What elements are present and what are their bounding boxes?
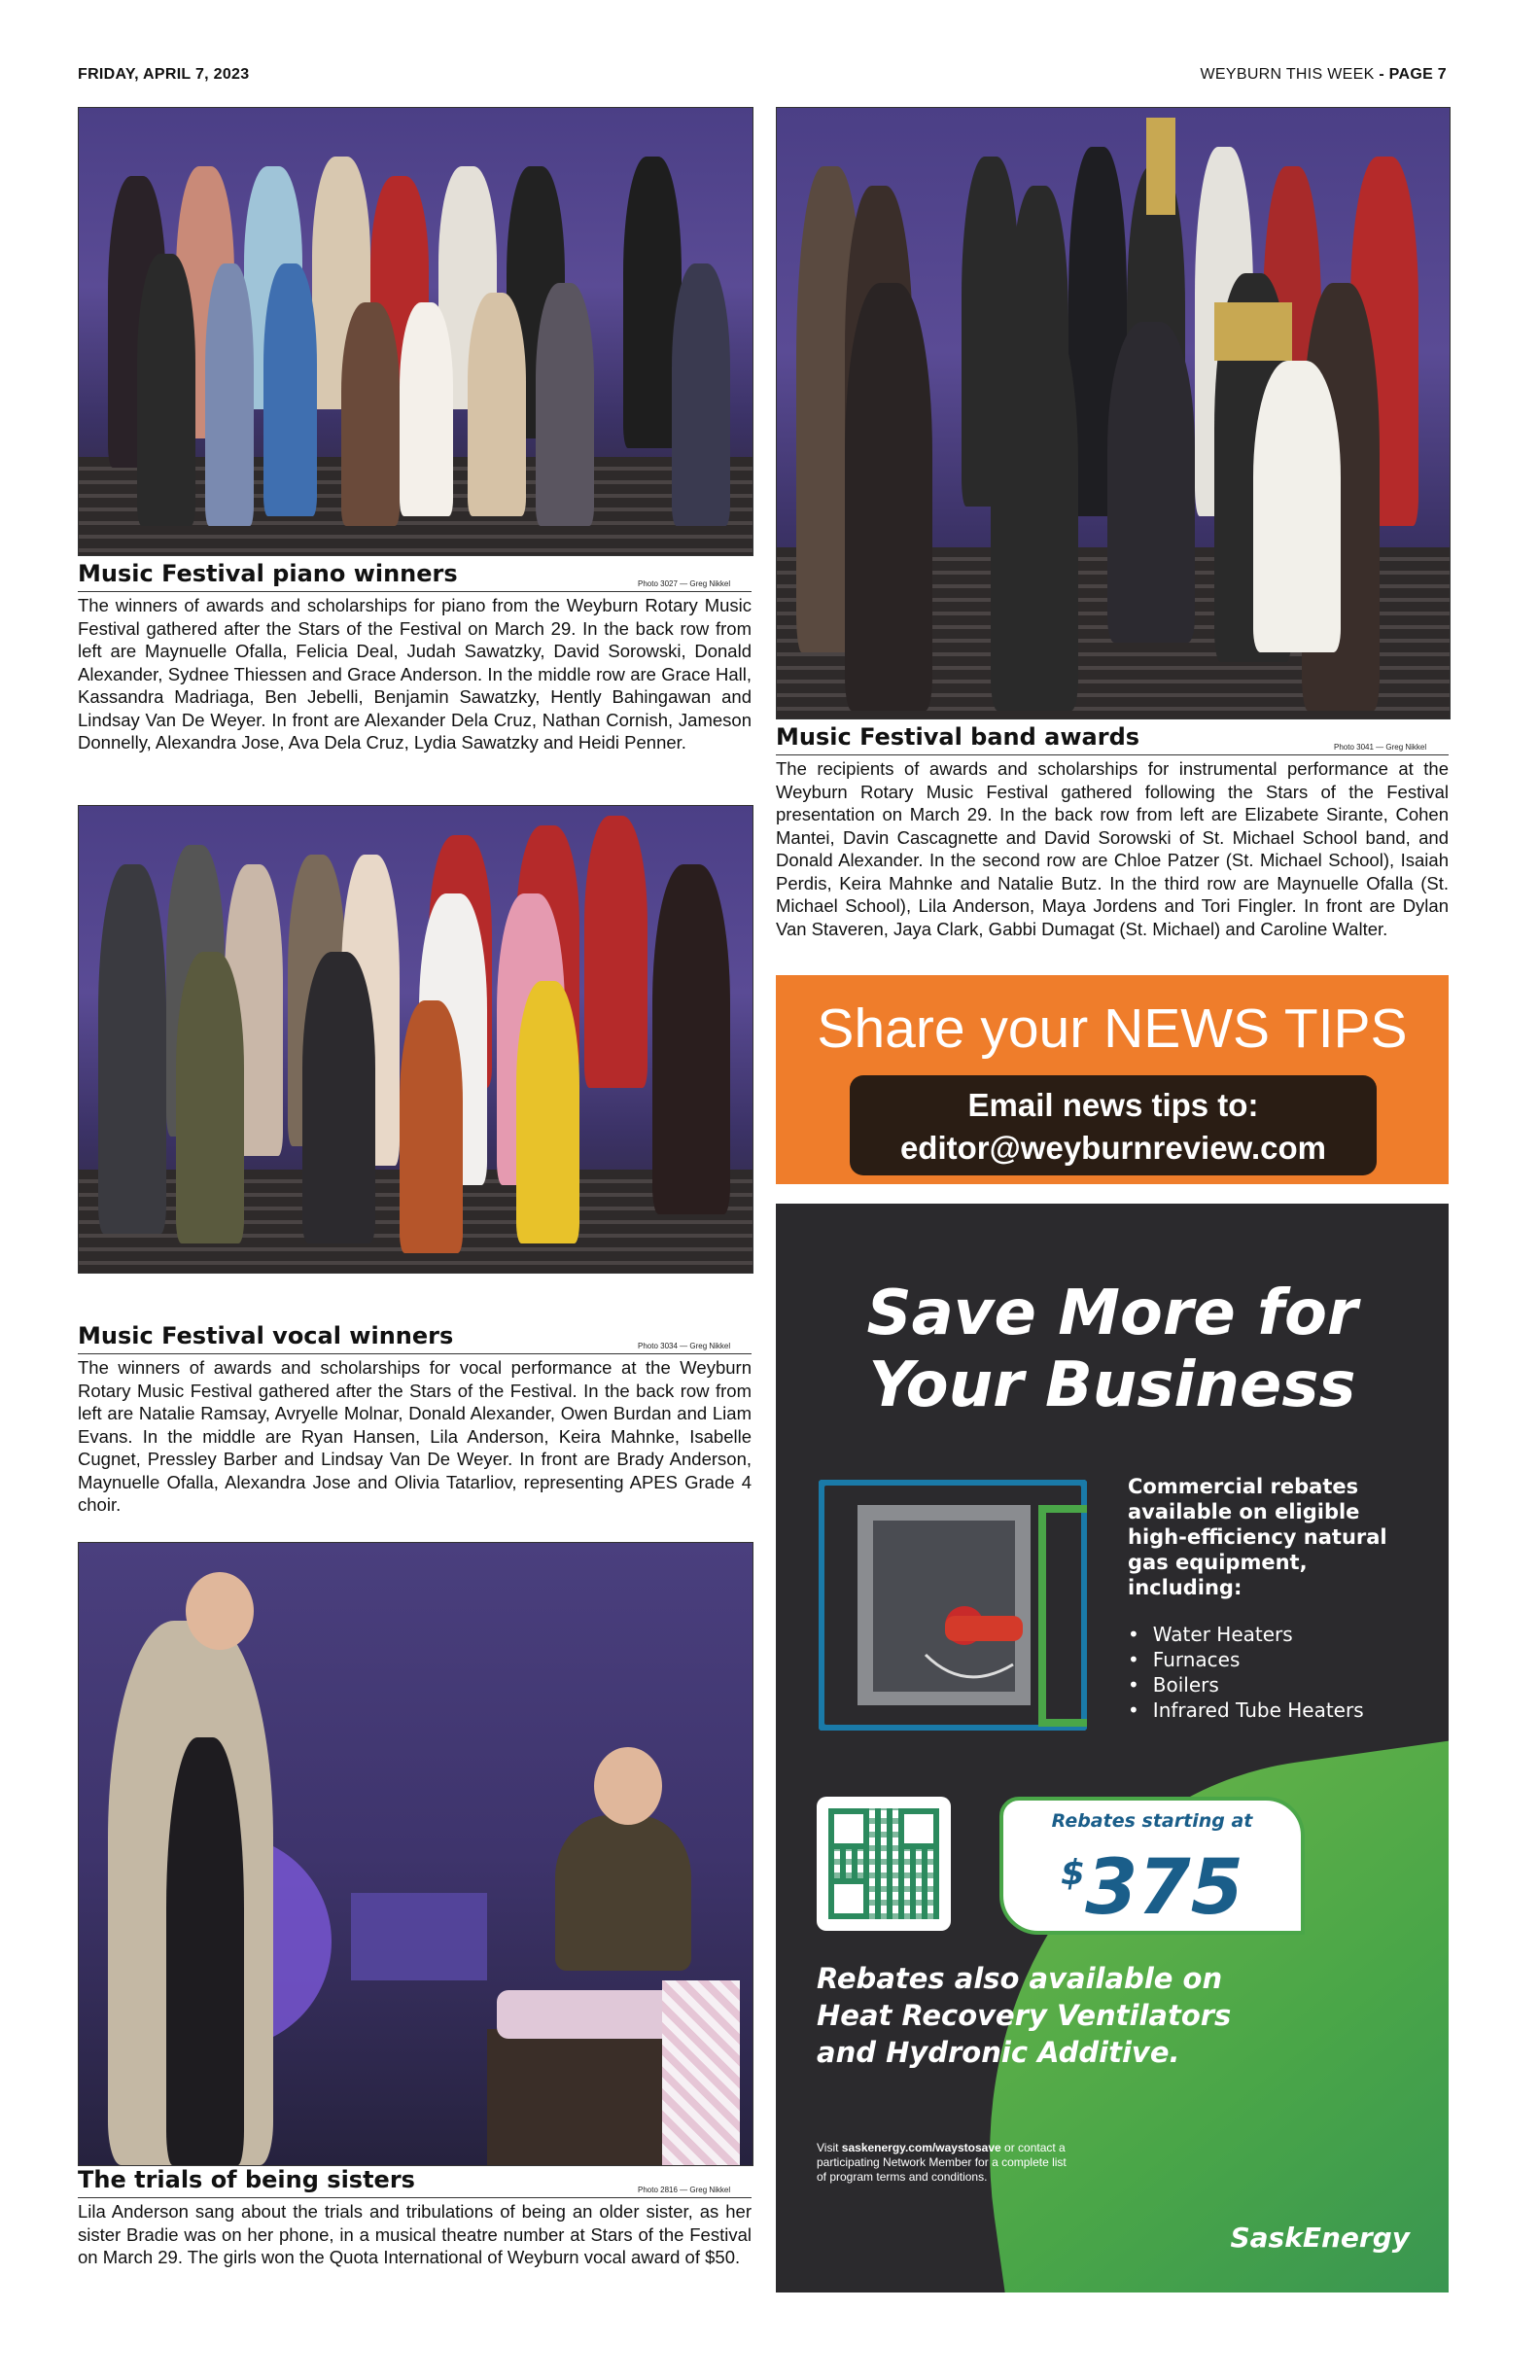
qr-code-icon[interactable]	[817, 1797, 951, 1931]
ad-also-line1: Rebates also available on	[817, 1962, 1223, 1995]
vocal-winners-rule	[78, 1353, 752, 1354]
piano-winners-caption: The winners of awards and scholarships for piano from the Weyburn Rotary Music Festival gathered after the Stars of the Festival on March 29. In the back row from left are Maynuelle Ofalla, Felicia Deal, Judah Sawatzky, David Sorowski, Donald Alexander, Sydnee Thiessen and Grace Anderson. In the middle row are Grace Hall, Kassandra Madriaga, Ben Jebelli, Benjamin Sawatzky, Hently Bahingawan and Lindsay Van De Weyer. In front are Alexander Dela Cruz, Nathan Cornish, Jameson Donnelly, Alexandra Jose, Ava Dela Cruz, Lydia Sawatzky and Heidi Penner.	[78, 595, 752, 752]
vocal-winners-photo	[78, 805, 753, 1274]
page-number: - PAGE 7	[1379, 66, 1447, 83]
piano-winners-photo	[78, 107, 753, 556]
rebate-badge	[999, 1797, 1305, 1935]
rebate-amount	[1003, 1830, 1301, 1932]
ad-fine-url[interactable]: saskenergy.com/waystosave	[841, 2141, 1001, 2154]
page-date: FRIDAY, APRIL 7, 2023	[78, 66, 250, 83]
sisters-photo	[78, 1542, 753, 2166]
ad-also-line2: Heat Recovery Ventilators	[817, 1999, 1232, 2032]
band-awards-credit: Photo 3041 — Greg Nikkel	[1334, 743, 1427, 752]
vocal-winners-credit: Photo 3034 — Greg Nikkel	[638, 1342, 731, 1350]
band-awards-rule	[776, 754, 1449, 755]
band-awards-photo	[776, 107, 1451, 719]
news-tips-pill	[850, 1075, 1377, 1175]
piano-winners-rule	[78, 591, 752, 592]
sisters-title: The trials of being sisters	[78, 2166, 415, 2193]
ad-also-line3: and Hydronic Additive.	[817, 2036, 1180, 2069]
rebate-label: Rebates starting at	[1051, 1810, 1253, 1832]
news-tips-box	[776, 975, 1449, 1184]
ad-item-furnaces: • Furnaces	[1128, 1647, 1364, 1672]
ad-headline-line1: Save More for	[866, 1278, 1358, 1349]
sisters-credit: Photo 2816 — Greg Nikkel	[638, 2186, 731, 2194]
ad-headline-line2: Your Business	[868, 1349, 1356, 1421]
sisters-rule	[78, 2197, 752, 2198]
news-tips-email[interactable]: editor@weyburnreview.com	[899, 1130, 1327, 1166]
saskenergy-ad	[776, 1204, 1449, 2292]
ad-item-water-heaters: • Water Heaters	[1128, 1622, 1364, 1647]
band-awards-caption: The recipients of awards and scholarships for instrumental performance at the Weyburn Rotary Music Festival gathered following the Stars of the Festival presentation on March 29. In the back row from left are Elizabete Sirante, Cohen Mantei, Davin Cascagnette and David Sorowski of St. Michael School band, and Donald Alexander. In the second row are Chloe Patzer (St. Michael School), Isaiah Perdis, Keira Mahnke and Natalie Butz. In the third row are Maynuelle Ofalla (St. Michael School), Lila Anderson, Maya Jordens and Tori Fingler. In front are Dylan Van Staveren, Jaya Clark, Gabbi Dumagat (St. Michael) and Caroline Walter.	[776, 758, 1449, 939]
ad-fine-visit: Visit	[817, 2141, 839, 2154]
rebate-currency: $	[1061, 1853, 1086, 1893]
sisters-caption: Lila Anderson sang about the trials and tribulations of being an older sister, as her sister Bradie was on her phone, in a musical theatre number at Stars of the Festival on March 29. The girls won the Quota International of Weyburn vocal award of $50.	[78, 2201, 752, 2267]
ad-item-boilers: • Boilers	[1128, 1672, 1364, 1698]
publication-name: WEYBURN THIS WEEK	[1200, 66, 1375, 83]
piano-winners-credit: Photo 3027 — Greg Nikkel	[638, 579, 731, 588]
news-tips-line1: Email news tips to:	[967, 1087, 1259, 1123]
page-publication	[1201, 66, 1447, 84]
vocal-winners-caption: The winners of awards and scholarships for vocal performance at the Weyburn Rotary Music Festival gathered after the Stars of the Festival. In the back row from left are Natalie Ramsay, Avryelle Molnar, Donald Alexander, Owen Burdan and Liam Evans. In the middle are Ryan Hansen, Lila Anderson, Keira Mahnke, Isabelle Cugnet, Pressley Barber and Lindsay Van De Weyer. In front are Brady Anderson, Maynuelle Ofalla, Alexandra Jose and Olivia Tatarliov, representing APES Grade 4 choir.	[78, 1357, 752, 1515]
news-tips-title: Share your NEWS TIPS	[817, 998, 1408, 1060]
ad-also-available	[817, 1960, 1231, 2071]
band-awards-title: Music Festival band awards	[776, 723, 1140, 751]
ad-copy: Commercial rebates available on eligible high-efficiency natural gas equipment, including:	[1128, 1475, 1387, 1599]
rebate-value: 375	[1085, 1844, 1243, 1932]
vocal-winners-title: Music Festival vocal winners	[78, 1322, 454, 1349]
water-heater-illustration	[819, 1480, 1087, 1731]
ad-fine-rest: or contact a participating Network Member for a complete list of program terms and conditions.	[817, 2141, 1067, 2184]
piano-winners-title: Music Festival piano winners	[78, 560, 458, 587]
saskenergy-logo: SaskEnergy	[1230, 2222, 1410, 2254]
ad-equipment-list	[1128, 1622, 1364, 1723]
ad-fine-print	[817, 2141, 1069, 2185]
ad-headline	[776, 1278, 1449, 1421]
ad-item-infrared: • Infrared Tube Heaters	[1128, 1698, 1364, 1723]
